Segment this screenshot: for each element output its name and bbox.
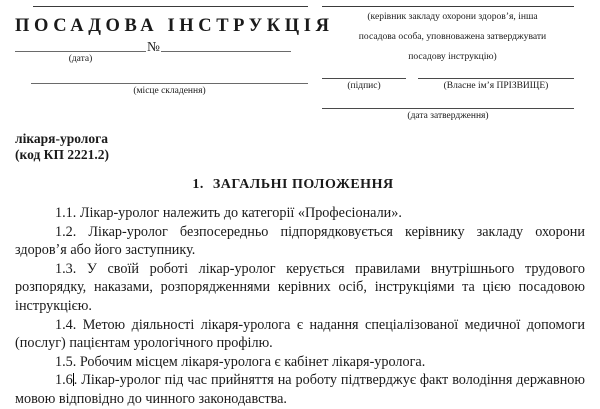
caption-signature: (підпис) — [347, 81, 381, 91]
approval-line-3: посадову інструкцію) — [408, 51, 497, 62]
number-blank-line[interactable] — [161, 51, 291, 52]
number-symbol: № — [147, 39, 160, 54]
section-number: 1. — [192, 177, 204, 192]
caption-approval-date: (дата затвердження) — [407, 111, 489, 121]
job-code: (код КП 2221.2) — [15, 147, 109, 162]
approval-date-blank-line[interactable] — [322, 108, 574, 109]
section-title: ЗАГАЛЬНІ ПОЛОЖЕННЯ — [212, 177, 394, 192]
job-title-block — [0, 131, 600, 163]
document-body[interactable] — [0, 204, 600, 409]
name-column — [418, 78, 574, 92]
header-left-column — [0, 6, 334, 97]
clause-1-5: 1.5. Робочим місцем лікаря-уролога є кабінет лікаря-уролога. — [55, 353, 426, 370]
approval-line-2: посадова особа, уповноважена затверджувати — [358, 31, 547, 42]
clause-1-2: 1.2. Лікар-уролог безпосередньо підпорядковується керівнику закладу охорони здоровʼя або його заступнику. — [15, 223, 585, 259]
job-title: лікаря-уролога — [15, 131, 108, 146]
signature-blank-line[interactable] — [322, 78, 406, 79]
header-right-column — [300, 6, 600, 122]
clause-1-3: 1.3. У своїй роботі лікар-уролог керується правилами внутрішнього трудового розпорядку, наказами, розпорядженнями керівних осіб, інструкціями та цією посадовою інструкцією. — [15, 260, 585, 314]
clause-1-1: 1.1. Лікар-уролог належить до категорії «Професіонали». — [55, 205, 402, 221]
signature-row — [300, 78, 585, 92]
date-blank-line[interactable] — [15, 51, 146, 52]
document-title: ПОСАДОВА ІНСТРУКЦІЯ — [15, 16, 334, 36]
clause-1-6-after-caret: . Лікар-уролог під час прийняття на роботу підтверджує факт володіння державною мовою відповідно до чинного законодавства. — [15, 372, 585, 407]
name-blank-line[interactable] — [418, 78, 574, 79]
caption-date: (дата) — [68, 54, 93, 64]
clause-1-6 — [15, 371, 585, 408]
clause-1-6-before-caret: 1.6 — [55, 372, 73, 389]
caption-name: (Власне імʼя ПРІЗВИЩЕ) — [443, 81, 549, 91]
clause-1-4: 1.4. Метою діяльності лікаря-уролога є надання спеціалізованої медичної допомоги (послуг) пацієнтам урологічного профілю. — [15, 316, 585, 352]
date-number-row — [15, 40, 300, 52]
approval-line-1: (керівник закладу охорони здоровʼя, інша — [367, 11, 538, 22]
document-header — [0, 0, 600, 122]
caption-place: (місце складення) — [133, 86, 206, 96]
signature-column — [322, 78, 406, 92]
section-heading — [0, 177, 600, 193]
signature-gap — [406, 78, 418, 92]
top-rule-left — [33, 6, 308, 7]
place-blank-line[interactable] — [31, 83, 308, 84]
